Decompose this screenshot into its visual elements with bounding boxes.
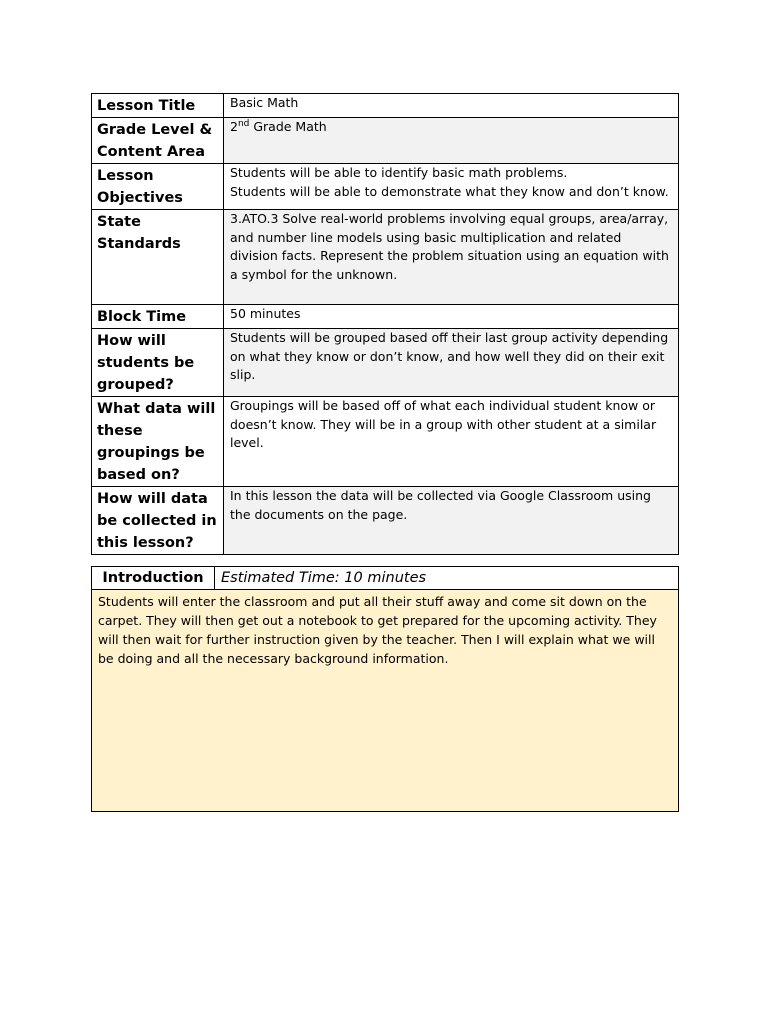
lesson-title-label: Lesson Title bbox=[92, 94, 224, 118]
objective-item: Students will be able to identify basic math problems. bbox=[230, 165, 568, 180]
state-standards-label: State Standards bbox=[92, 210, 224, 305]
introduction-header-row bbox=[92, 567, 679, 590]
objectives-label: Lesson Objectives bbox=[92, 164, 224, 210]
data-collection-value: In this lesson the data will be collected via Google Classroom using the documents on the page. bbox=[224, 487, 679, 555]
row-grade-level bbox=[92, 118, 679, 164]
row-grouping-data bbox=[92, 397, 679, 487]
lesson-title-value: Basic Math bbox=[224, 94, 679, 118]
estimated-time: Estimated Time: 10 minutes bbox=[215, 567, 679, 590]
objective-item: Students will be able to demonstrate what they know and don’t know. bbox=[230, 183, 669, 199]
state-standards-value: 3.ATO.3 Solve real-world problems involving equal groups, area/array, and number line models using basic multiplication and related division facts. Represent the problem situation using an equation with a symbol for the unknown. bbox=[224, 210, 679, 305]
grade-level-value bbox=[224, 118, 679, 164]
grouping-label: How will students be grouped? bbox=[92, 329, 224, 397]
block-time-value: 50 minutes bbox=[224, 305, 679, 329]
introduction-title: Introduction bbox=[92, 567, 215, 590]
row-data-collection bbox=[92, 487, 679, 555]
row-objectives bbox=[92, 164, 679, 210]
row-block-time bbox=[92, 305, 679, 329]
row-grouping bbox=[92, 329, 679, 397]
grade-ordinal-suffix: nd bbox=[237, 118, 250, 129]
grouping-data-label: What data will these groupings be based on? bbox=[92, 397, 224, 487]
introduction-table bbox=[91, 566, 679, 812]
introduction-body: Students will enter the classroom and put all their stuff away and come sit down on the carpet. They will then get out a notebook to get prepared for the upcoming activity. They will then wait for further instruction given by the teacher. Then I will explain what we will be doing and all the necessary background information. bbox=[92, 590, 679, 812]
row-lesson-title bbox=[92, 94, 679, 118]
grade-number: 2 bbox=[230, 119, 238, 134]
introduction-body-row bbox=[92, 590, 679, 812]
grade-content-area: Grade Math bbox=[249, 119, 327, 134]
row-state-standards bbox=[92, 210, 679, 305]
lesson-plan-table bbox=[91, 93, 679, 555]
block-time-label: Block Time bbox=[92, 305, 224, 329]
grouping-data-value: Groupings will be based off of what each individual student know or doesn’t know. They will be in a group with other student at a similar level. bbox=[224, 397, 679, 487]
objectives-value bbox=[224, 164, 679, 210]
data-collection-label: How will data be collected in this lesson? bbox=[92, 487, 224, 555]
grouping-value: Students will be grouped based off their last group activity depending on what they know or don’t know, and how well they did on their exit slip. bbox=[224, 329, 679, 397]
grade-level-label: Grade Level & Content Area bbox=[92, 118, 224, 164]
